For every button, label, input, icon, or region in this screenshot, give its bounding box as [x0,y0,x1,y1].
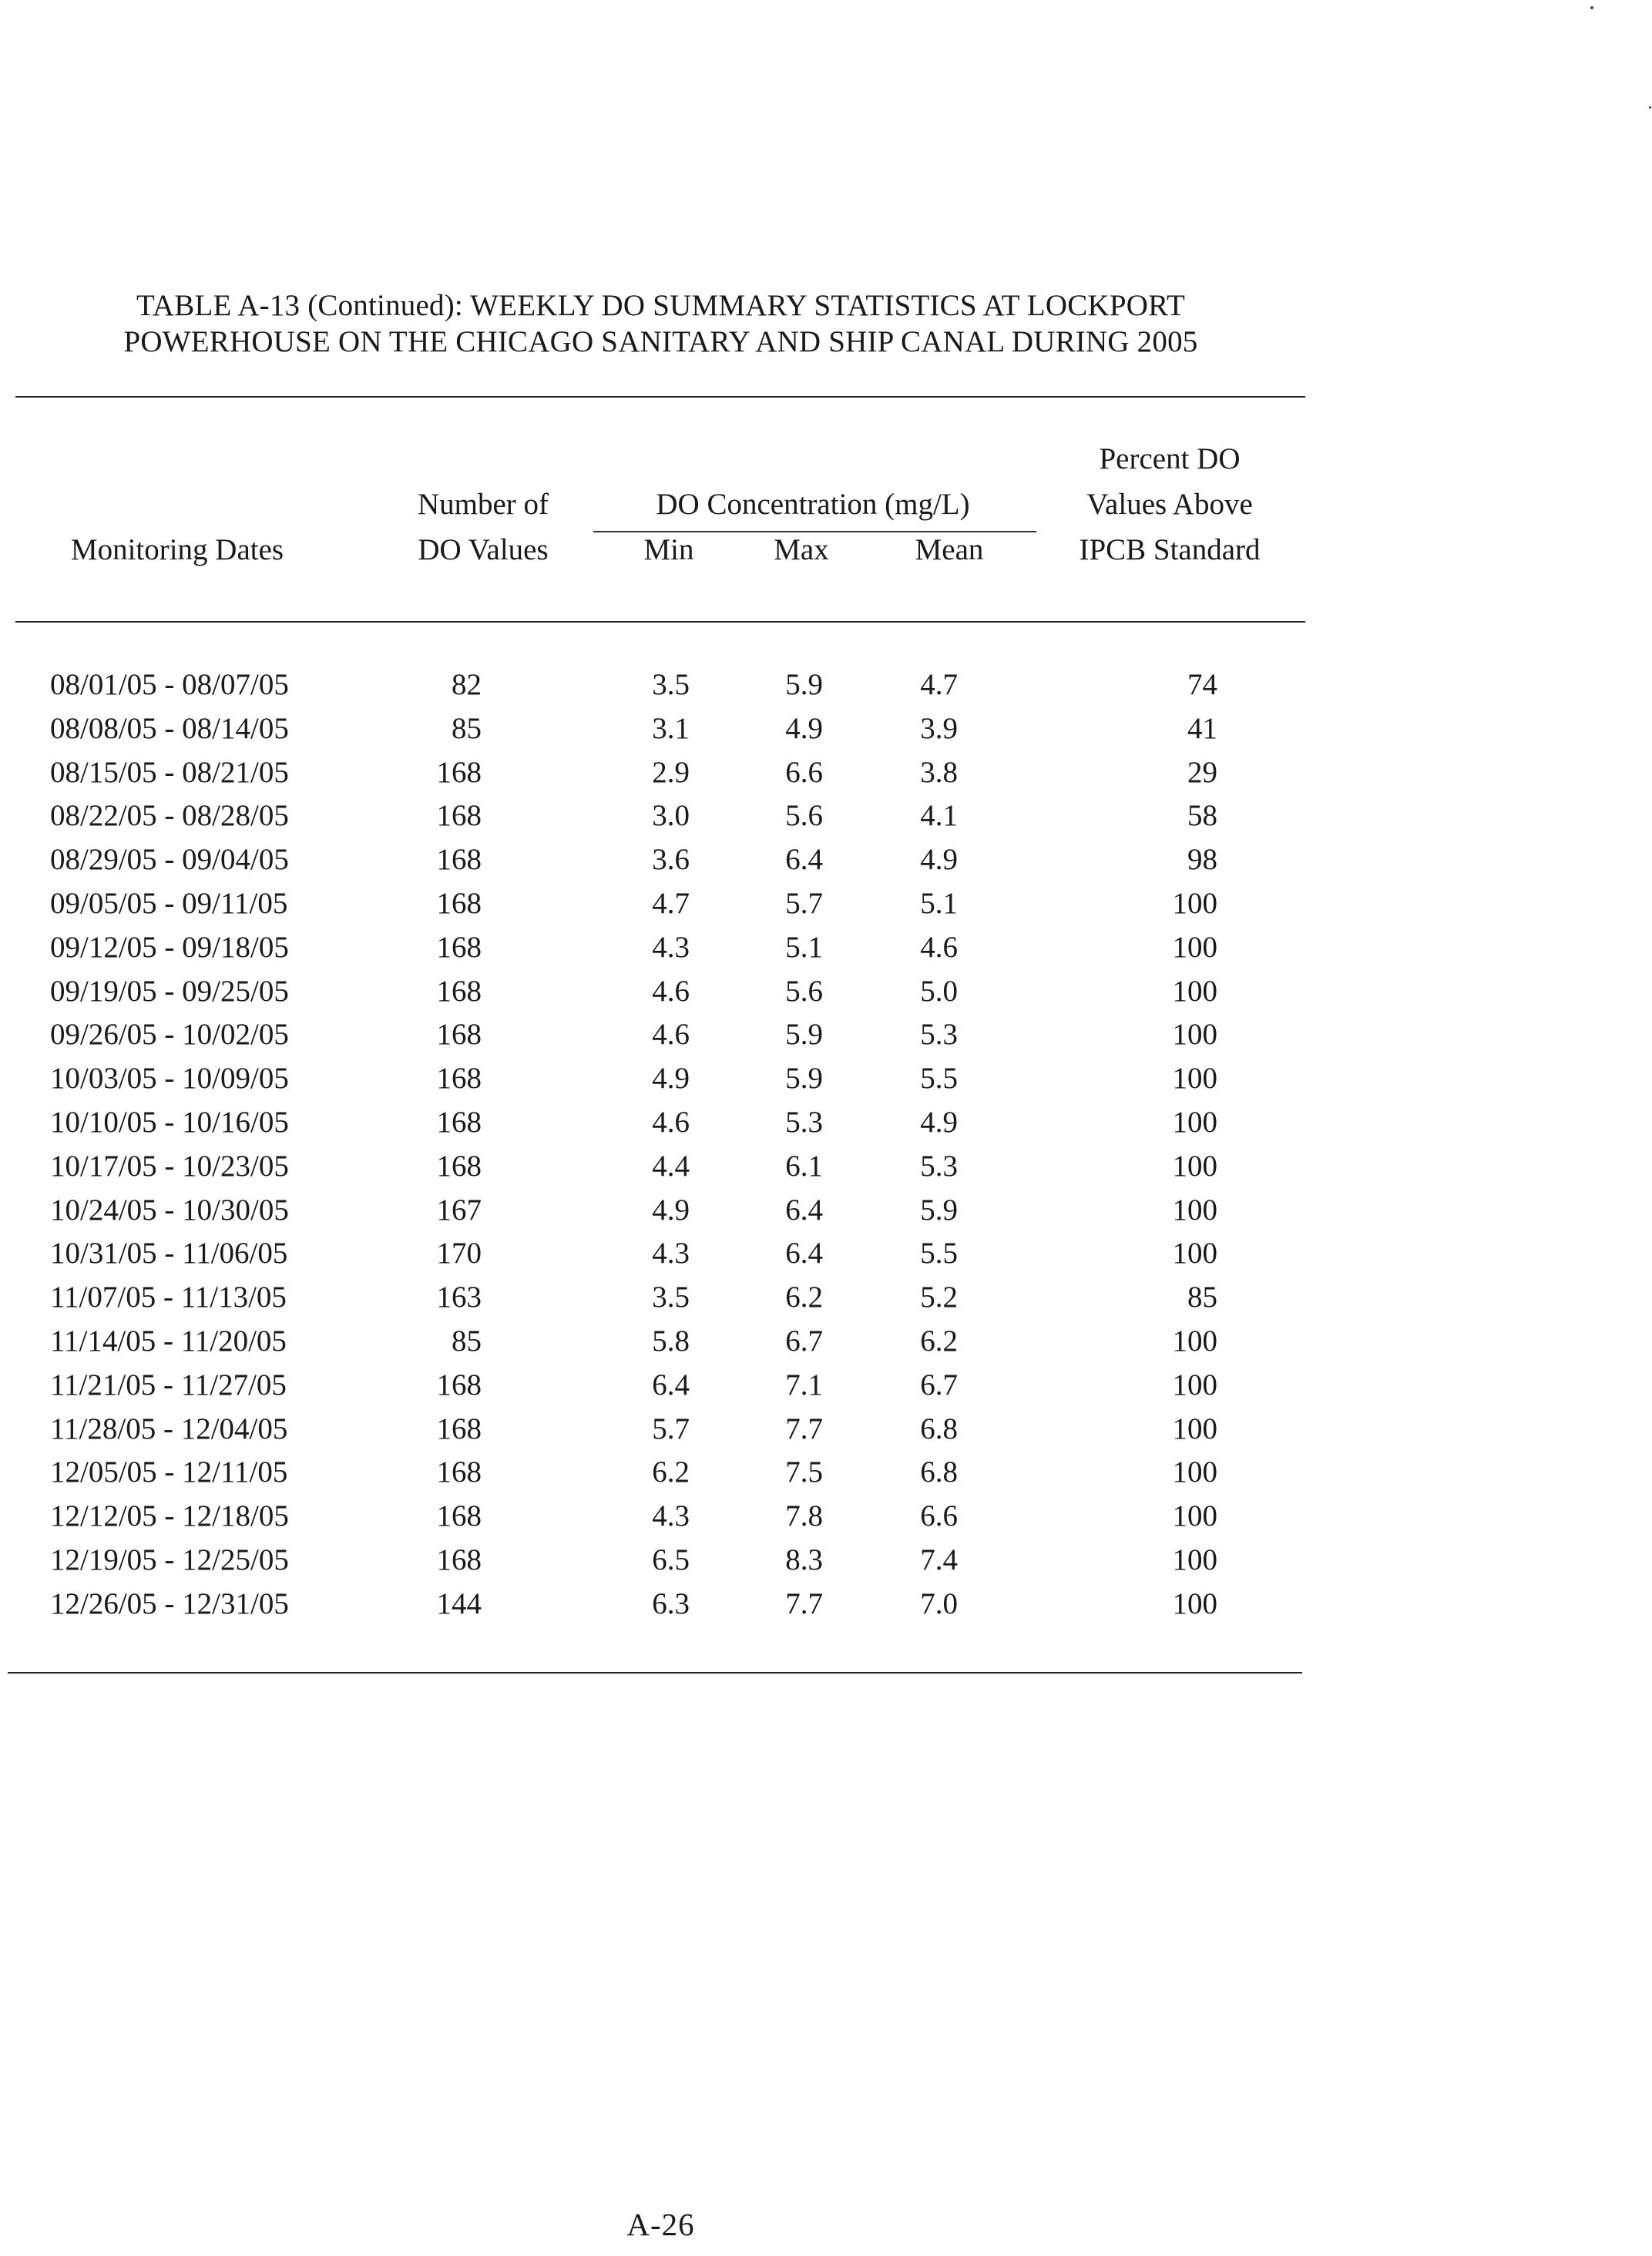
table-bottom-rule [8,1672,1302,1674]
cell-do-max: 5.6 [785,799,823,832]
cell-do-min: 5.8 [652,1324,690,1358]
cell-do-max: 4.9 [785,712,823,745]
cell-do-max: 5.3 [785,1106,823,1139]
cell-do-min: 6.4 [652,1368,690,1402]
cell-number-of-do-values: 163 [436,1281,482,1314]
cell-monitoring-dates: 10/10/05 - 10/16/05 [50,1106,289,1139]
header-percent-line-3: IPCB Standard [1079,533,1261,566]
page-number: A-26 [626,2207,695,2242]
cell-monitoring-dates: 08/29/05 - 09/04/05 [50,843,289,876]
cell-do-mean: 5.1 [920,887,958,920]
cell-number-of-do-values: 168 [436,887,482,920]
table-title-line-1: TABLE A-13 (Continued): WEEKLY DO SUMMARY STATISTICS AT LOCKPORT [136,289,1186,322]
cell-do-mean: 5.5 [920,1237,958,1270]
cell-do-mean: 3.9 [920,712,958,745]
cell-do-mean: 4.1 [920,799,958,832]
cell-do-mean: 6.8 [920,1455,958,1489]
cell-percent-above-standard: 29 [1187,756,1217,789]
cell-percent-above-standard: 100 [1172,975,1217,1008]
cell-monitoring-dates: 10/17/05 - 10/23/05 [50,1150,289,1183]
cell-do-mean: 6.8 [920,1412,958,1445]
cell-percent-above-standard: 100 [1172,931,1217,964]
cell-do-mean: 5.3 [920,1018,958,1051]
cell-do-max: 5.6 [785,975,823,1008]
cell-do-min: 4.3 [652,1499,690,1533]
cell-do-min: 4.9 [652,1062,690,1095]
cell-percent-above-standard: 100 [1172,1150,1217,1183]
cell-monitoring-dates: 08/15/05 - 08/21/05 [50,756,289,789]
cell-do-min: 3.5 [652,668,690,701]
cell-monitoring-dates: 11/21/05 - 11/27/05 [50,1368,287,1402]
cell-do-max: 7.1 [785,1368,823,1402]
cell-monitoring-dates: 11/28/05 - 12/04/05 [50,1412,288,1445]
cell-do-mean: 4.7 [920,668,958,701]
cell-do-min: 2.9 [652,756,690,789]
cell-percent-above-standard: 100 [1172,1193,1217,1227]
table-title-line-2: POWERHOUSE ON THE CHICAGO SANITARY AND SHIP CANAL DURING 2005 [123,325,1198,358]
cell-monitoring-dates: 11/14/05 - 11/20/05 [50,1324,287,1358]
cell-do-min: 5.7 [652,1412,690,1445]
cell-percent-above-standard: 100 [1172,1324,1217,1358]
cell-number-of-do-values: 168 [436,931,482,964]
cell-do-mean: 5.3 [920,1150,958,1183]
cell-do-mean: 4.9 [920,843,958,876]
cell-do-max: 5.9 [785,1062,823,1095]
cell-monitoring-dates: 09/12/05 - 09/18/05 [50,931,289,964]
cell-do-min: 6.3 [652,1587,690,1620]
cell-monitoring-dates: 09/05/05 - 09/11/05 [50,887,288,920]
cell-monitoring-dates: 10/31/05 - 11/06/05 [50,1237,288,1270]
cell-do-mean: 4.6 [920,931,958,964]
cell-do-min: 3.0 [652,799,690,832]
header-min: Min [643,533,694,566]
cell-do-max: 6.4 [785,1237,823,1270]
cell-number-of-do-values: 144 [436,1587,482,1620]
cell-do-min: 3.1 [652,712,690,745]
cell-percent-above-standard: 58 [1187,799,1217,832]
cell-do-mean: 5.2 [920,1281,958,1314]
cell-do-min: 3.5 [652,1281,690,1314]
cell-do-max: 6.4 [785,1193,823,1227]
scan-speck [1649,106,1651,109]
cell-do-mean: 6.2 [920,1324,958,1358]
cell-percent-above-standard: 85 [1187,1281,1217,1314]
cell-monitoring-dates: 12/26/05 - 12/31/05 [50,1587,289,1620]
cell-monitoring-dates: 12/19/05 - 12/25/05 [50,1543,289,1576]
cell-do-max: 6.7 [785,1324,823,1358]
cell-do-min: 4.7 [652,887,690,920]
cell-do-max: 7.5 [785,1455,823,1489]
cell-percent-above-standard: 100 [1172,1412,1217,1445]
header-monitoring-dates: Monitoring Dates [70,533,284,566]
cell-do-min: 4.6 [652,975,690,1008]
cell-number-of-do-values: 168 [436,975,482,1008]
cell-percent-above-standard: 100 [1172,1455,1217,1489]
cell-number-of-do-values: 168 [436,1499,482,1533]
cell-percent-above-standard: 100 [1172,1237,1217,1270]
cell-do-mean: 7.0 [920,1587,958,1620]
header-mean: Mean [915,533,984,566]
cell-do-min: 4.3 [652,1237,690,1270]
cell-do-max: 5.9 [785,668,823,701]
cell-monitoring-dates: 09/26/05 - 10/02/05 [50,1018,289,1051]
cell-percent-above-standard: 100 [1172,1062,1217,1095]
header-do-concentration: DO Concentration (mg/L) [656,488,970,521]
cell-monitoring-dates: 08/08/05 - 08/14/05 [50,712,289,745]
cell-monitoring-dates: 10/24/05 - 10/30/05 [50,1193,289,1227]
cell-number-of-do-values: 85 [452,1324,482,1358]
table-top-rule [15,396,1305,398]
cell-number-of-do-values: 168 [436,1106,482,1139]
cell-number-of-do-values: 168 [436,1455,482,1489]
cell-number-of-do-values: 82 [452,668,482,701]
header-percent-line-1: Percent DO [1099,442,1241,475]
cell-monitoring-dates: 08/22/05 - 08/28/05 [50,799,289,832]
cell-number-of-do-values: 170 [436,1237,482,1270]
cell-monitoring-dates: 12/12/05 - 12/18/05 [50,1499,289,1533]
cell-do-mean: 7.4 [920,1543,958,1576]
cell-percent-above-standard: 41 [1187,712,1217,745]
header-number-of: Number of [417,488,549,521]
header-do-values: DO Values [418,533,549,566]
cell-number-of-do-values: 167 [436,1193,482,1227]
cell-do-max: 7.7 [785,1587,823,1620]
cell-monitoring-dates: 10/03/05 - 10/09/05 [50,1062,289,1095]
cell-do-min: 3.6 [652,843,690,876]
cell-percent-above-standard: 100 [1172,1499,1217,1533]
cell-do-max: 5.1 [785,931,823,964]
cell-do-max: 5.7 [785,887,823,920]
scan-speck [1590,6,1593,9]
cell-do-mean: 5.9 [920,1193,958,1227]
cell-do-mean: 3.8 [920,756,958,789]
cell-number-of-do-values: 168 [436,1412,482,1445]
cell-number-of-do-values: 168 [436,1543,482,1576]
cell-do-mean: 6.6 [920,1499,958,1533]
cell-do-min: 6.5 [652,1543,690,1576]
cell-do-mean: 5.5 [920,1062,958,1095]
cell-percent-above-standard: 74 [1187,668,1217,701]
cell-percent-above-standard: 100 [1172,1106,1217,1139]
header-max: Max [774,533,829,566]
cell-do-max: 6.1 [785,1150,823,1183]
cell-percent-above-standard: 100 [1172,887,1217,920]
cell-do-min: 4.6 [652,1106,690,1139]
cell-do-min: 4.6 [652,1018,690,1051]
cell-percent-above-standard: 98 [1187,843,1217,876]
cell-monitoring-dates: 08/01/05 - 08/07/05 [50,668,289,701]
cell-do-max: 7.7 [785,1412,823,1445]
cell-number-of-do-values: 168 [436,843,482,876]
cell-monitoring-dates: 12/05/05 - 12/11/05 [50,1455,288,1489]
cell-do-max: 6.2 [785,1281,823,1314]
cell-number-of-do-values: 168 [436,1018,482,1051]
header-bottom-rule [15,621,1305,623]
cell-monitoring-dates: 09/19/05 - 09/25/05 [50,975,289,1008]
cell-do-max: 8.3 [785,1543,823,1576]
cell-monitoring-dates: 11/07/05 - 11/13/05 [50,1281,287,1314]
cell-number-of-do-values: 168 [436,1062,482,1095]
cell-do-max: 6.4 [785,843,823,876]
cell-do-min: 4.9 [652,1193,690,1227]
cell-do-max: 5.9 [785,1018,823,1051]
cell-percent-above-standard: 100 [1172,1018,1217,1051]
cell-do-mean: 5.0 [920,975,958,1008]
cell-do-mean: 6.7 [920,1368,958,1402]
cell-do-max: 7.8 [785,1499,823,1533]
cell-do-min: 4.4 [652,1150,690,1183]
cell-do-min: 4.3 [652,931,690,964]
cell-number-of-do-values: 85 [452,712,482,745]
cell-number-of-do-values: 168 [436,799,482,832]
cell-number-of-do-values: 168 [436,1150,482,1183]
cell-do-min: 6.2 [652,1455,690,1489]
cell-do-mean: 4.9 [920,1106,958,1139]
cell-do-max: 6.6 [785,756,823,789]
cell-number-of-do-values: 168 [436,756,482,789]
cell-percent-above-standard: 100 [1172,1368,1217,1402]
cell-percent-above-standard: 100 [1172,1587,1217,1620]
header-percent-line-2: Values Above [1086,488,1253,521]
cell-percent-above-standard: 100 [1172,1543,1217,1576]
cell-number-of-do-values: 168 [436,1368,482,1402]
